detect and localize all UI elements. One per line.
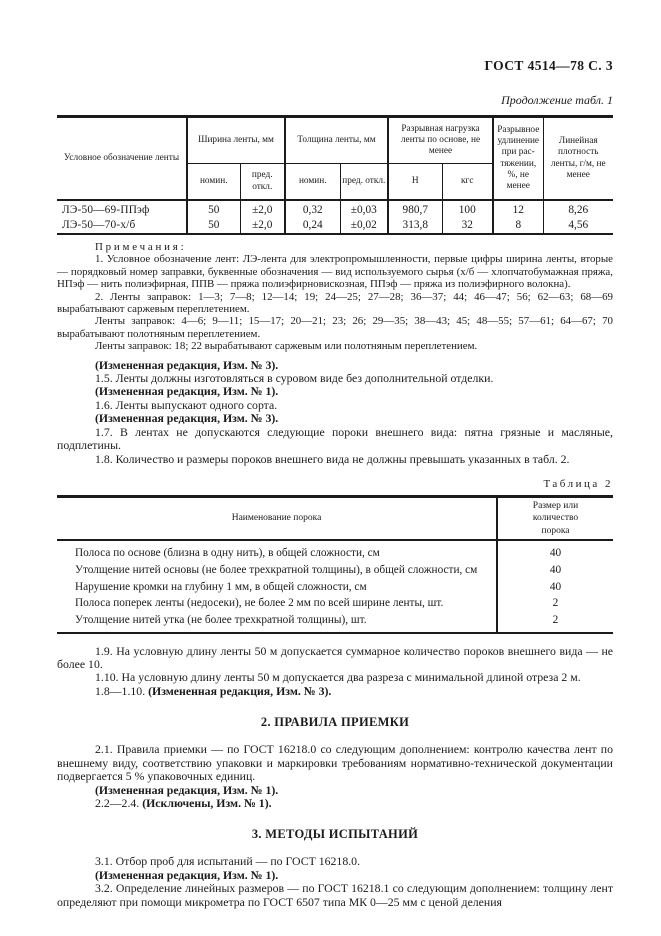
clause-1-6: 1.6. Ленты выпускают одного сорта.	[95, 397, 278, 412]
table-cell: ±2,0	[240, 200, 285, 218]
section-2-heading: 2. ПРАВИЛА ПРИЕМКИ	[260, 715, 410, 730]
table1-subheader-nominal-width: номин.	[187, 164, 240, 201]
note-2-cont-2: Ленты заправок: 18; 22 вырабатывают саржевым или полотняным переплетением.	[95, 340, 478, 353]
table2-header-size-quantity: Размер или количество порока	[497, 496, 613, 540]
table1-continuation-caption: Продолжение табл. 1	[501, 93, 613, 107]
clause-2-1: 2.1. Правила приемки — по ГОСТ 16218.0 со следующим дополнением: контролю качества лент по внешнему виду, соответствию упаковки и маркировки требованиям нормативно-технической документации подвергается 5 % упаковочных единиц.	[57, 742, 613, 784]
table-cell: 0,24	[285, 218, 340, 234]
section-3-heading: 3. МЕТОДЫ ИСПЫТАНИЙ	[251, 827, 419, 842]
table-cell: 40	[497, 540, 613, 562]
clauses-1-5-to-1-8	[57, 359, 613, 466]
clauses-1-9-to-1-10	[57, 645, 613, 699]
table2-caption: Таблица 2	[543, 477, 613, 490]
clause-3-1: 3.1. Отбор проб для испытаний — по ГОСТ 16218.0.	[95, 854, 361, 869]
table-cell: 8,26	[543, 200, 613, 218]
table-cell: 0,32	[285, 200, 340, 218]
clause-1-8: 1.8. Количество и размеры пороков внешнего вида не должны превышать указанных в табл. 2.	[95, 451, 570, 466]
section-2-paragraphs	[57, 743, 613, 810]
table-cell: ±2,0	[240, 218, 285, 234]
clause-2-2-2-4: 2.2—2.4. (Исключены, Изм. № 1).	[95, 795, 272, 810]
notes-list	[57, 253, 613, 352]
amendment-3: (Измененная редакция, Изм. № 3).	[95, 357, 279, 372]
table-cell: 313,8	[388, 218, 442, 234]
table-cell: 32	[442, 218, 493, 234]
table-cell: 40	[497, 578, 613, 595]
table2-defects	[57, 495, 613, 634]
table-row	[57, 562, 613, 579]
table-row	[57, 540, 613, 562]
table-cell: 50	[187, 200, 240, 218]
table-cell: 12	[493, 200, 543, 218]
table-cell: Полоса по основе (близна в одну нить), в общей сложности, см	[75, 546, 380, 559]
notes-block	[57, 241, 613, 353]
table-cell: ЛЭ-50—69-ППэф	[57, 200, 187, 218]
table1-subheader-newton: Н	[388, 164, 442, 201]
table-cell: 2	[497, 612, 613, 633]
table-row	[57, 200, 613, 218]
table2-header	[57, 496, 613, 540]
table1-header-density: Линейная плотность ленты, г/м, не менее	[543, 117, 613, 201]
table1-subheader-deviation-width: пред. откл.	[240, 164, 285, 201]
note-1: 1. Условное обозначение лент: ЛЭ-лента для электропромышленности, первые цифры ширина ленты, вторые — порядковый номер заправки, буквенные обозначения — вид используемого сырья (х/б — хлопчатобумажная пряжа, НПэф — нить полиэфирная, ППВ — пряжа полиэфирновискозная, ППэф — пряжа из полиэфирного волокна).	[57, 253, 613, 291]
table-row	[57, 612, 613, 633]
table-cell: 100	[442, 200, 493, 218]
table-cell: 980,7	[388, 200, 442, 218]
clause-1-8-1-10: 1.8—1.10. (Измененная редакция, Изм. № 3).	[95, 683, 332, 698]
clause-1-7: 1.7. В лентах не допускаются следующие пороки внешнего вида: пятна грязные и масляные, подплетины.	[57, 424, 613, 453]
gost-page-header: ГОСТ 4514—78 С. 3	[484, 58, 613, 73]
notes-heading: Примечания:	[95, 241, 187, 253]
table-cell: 50	[187, 218, 240, 234]
table-cell: Нарушение кромки на глубину 1 мм, в общей сложности, см	[75, 580, 367, 593]
table-cell: Утолщение нитей основы (не более трехкратной толщины), в общей сложности, см	[75, 563, 478, 576]
table2-header-defect-name: Наименование порока	[57, 496, 497, 540]
table-cell: ±0,03	[340, 200, 388, 218]
table1-header-elongation: Разрывное удлинение при растяжении, %, не менее	[493, 117, 543, 201]
note-2: 2. Ленты заправок: 1—3; 7—8; 12—14; 19; 24—25; 27—28; 36—37; 44; 46—47; 56; 62—63; 68—69 вырабатывают саржевым переплетением.	[57, 290, 613, 316]
table1-specifications	[57, 115, 613, 235]
table1-header-designation: Условное обозначение ленты	[63, 152, 180, 163]
table-cell: Утолщение нитей утка (не более трехкратной толщины), шт.	[75, 614, 367, 627]
amendment-1c: (Измененная редакция, Изм. № 1).	[95, 867, 279, 882]
amendment-3b: (Измененная редакция, Изм. № 3).	[95, 411, 279, 426]
table-cell: 2	[497, 595, 613, 612]
table1-header-thickness-group: Толщина ленты, мм	[285, 117, 388, 164]
table1-subheader-deviation-thickness: пред. откл.	[340, 164, 388, 201]
table-cell: 40	[497, 562, 613, 579]
table-cell: ЛЭ-50—70-х/б	[62, 219, 136, 231]
note-2-cont-1: Ленты заправок: 4—6; 9—11; 15—17; 20—21; 23; 26; 29—35; 38—43; 45; 48—55; 57—61; 64—67; 70 вырабатывают полотняным переплетением.	[57, 315, 613, 340]
table1-body	[57, 200, 613, 234]
table1-header	[57, 117, 613, 201]
table1-subheader-nominal-thickness: номин.	[285, 164, 340, 201]
clause-1-5: 1.5. Ленты должны изготовляться в суровом виде без дополнительной отделки.	[95, 371, 494, 386]
table-cell: ±0,02	[340, 218, 388, 234]
clause-3-2: 3.2. Определение линейных размеров — по ГОСТ 16218.1 со следующим дополнением: толщину лент определяют при помощи микрометра по ГОСТ 6507 типа МК 0—25 мм с ценой деления	[57, 881, 613, 909]
table-row	[57, 218, 613, 234]
table-cell: 8	[493, 218, 543, 234]
table2-body	[57, 540, 613, 633]
table-cell: 4,56	[543, 218, 613, 234]
table1-header-width-group: Ширина ленты, мм	[187, 117, 285, 164]
clause-1-9: 1.9. На условную длину ленты 50 м допускается суммарное количество пороков внешнего вида — не более 10.	[57, 643, 613, 672]
table-row	[57, 595, 613, 612]
table-cell: Полоса поперек ленты (недосеки), не более 2 мм по всей ширине ленты, шт.	[75, 597, 444, 610]
table-row	[57, 578, 613, 595]
table1-subheader-kgf: кгс	[442, 164, 493, 201]
table1-header-load-group: Разрывная нагрузка ленты по основе, не менее	[388, 117, 493, 164]
amendment-1b: (Измененная редакция, Изм. № 1).	[95, 782, 279, 797]
clause-1-10: 1.10. На условную длину ленты 50 м допускается два разреза с минимальной длиной отреза 2 м.	[95, 670, 581, 685]
amendment-1: (Измененная редакция, Изм. № 1).	[95, 384, 279, 399]
section-3-paragraphs	[57, 855, 613, 909]
